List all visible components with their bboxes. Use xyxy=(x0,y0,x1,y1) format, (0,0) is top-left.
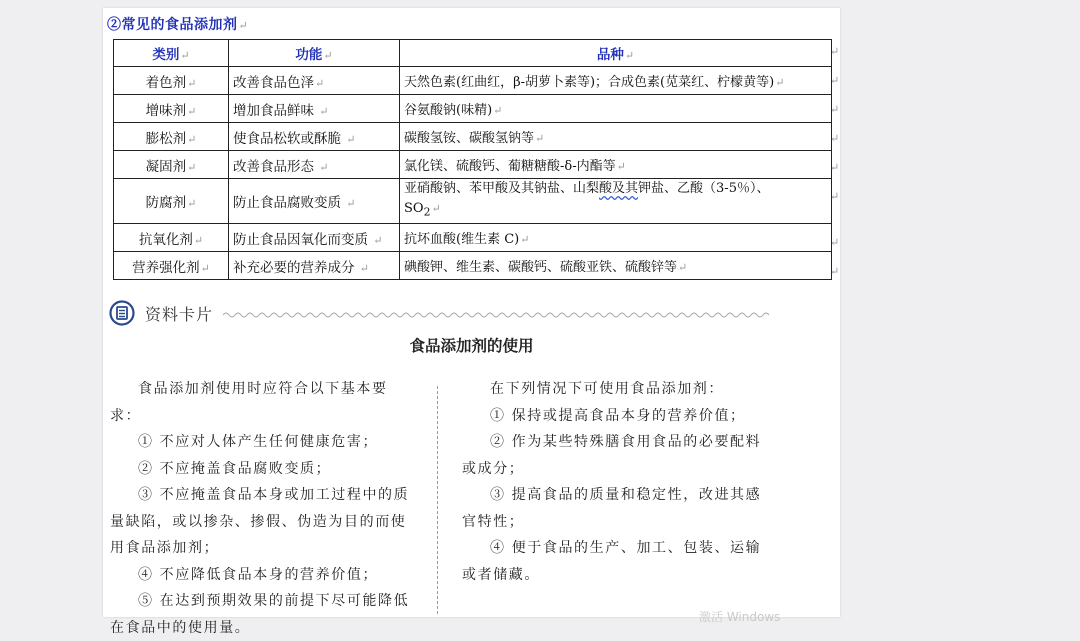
row-end-mark: ↵ xyxy=(830,45,840,58)
cell-category: 增味剂↵ xyxy=(114,95,229,123)
cell-varieties: 谷氨酸钠(味精)↵ xyxy=(400,95,832,123)
cell-category: 防腐剂↵ xyxy=(114,179,229,224)
row-end-mark: ↵ xyxy=(830,132,840,145)
header-function: 功能↵ xyxy=(229,40,400,67)
row-end-mark: ↵ xyxy=(830,161,840,174)
cell-varieties: 碳酸氢铵、碳酸氢钠等↵ xyxy=(400,123,832,151)
paragraph: ② 作为某些特殊膳食用食品的必要配料或成分； xyxy=(462,434,762,477)
row-end-mark: ↵ xyxy=(830,103,840,116)
cell-varieties: 氯化镁、硫酸钙、葡糖糖酸-δ-内酯等↵ xyxy=(400,151,832,179)
paragraph: ③ 提高食品的质量和稳定性，改进其感官特性； xyxy=(462,487,762,530)
table-row xyxy=(114,95,832,123)
cell-category: 凝固剂↵ xyxy=(114,151,229,179)
cell-function: 防止食品腐败变质 ↵ xyxy=(229,179,400,224)
cell-category: 抗氧化剂↵ xyxy=(114,224,229,252)
section-title: ②常见的食品添加剂↵ xyxy=(107,17,249,33)
cell-function: 防止食品因氧化而变质 ↵ xyxy=(229,224,400,252)
row-end-mark: ↵ xyxy=(830,74,840,87)
cell-category: 营养强化剂↵ xyxy=(114,252,229,280)
cell-function: 改善食品色泽↵ xyxy=(229,67,400,95)
notebook-icon xyxy=(109,300,135,326)
header-varieties: 品种↵ xyxy=(400,40,832,67)
row-end-mark: ↵ xyxy=(830,265,840,278)
table-row xyxy=(114,151,832,179)
column-divider xyxy=(437,386,438,614)
table-row xyxy=(114,67,832,95)
table-row xyxy=(114,252,832,280)
cell-varieties: 碘酸钾、维生素、碳酸钙、硫酸亚铁、硫酸锌等↵ xyxy=(400,252,832,280)
requirements-column xyxy=(110,376,416,641)
table-row xyxy=(114,123,832,151)
table-row xyxy=(114,224,832,252)
cell-function: 使食品松软或酥脆 ↵ xyxy=(229,123,400,151)
card-title: 食品添加剂的使用 xyxy=(409,337,534,355)
table-header-row xyxy=(114,40,832,67)
cell-function: 增加食品鲜味 ↵ xyxy=(229,95,400,123)
paragraph: 在下列情况下可使用食品添加剂： xyxy=(490,381,724,397)
activation-watermark: 激活 Windows xyxy=(699,610,781,624)
additives-table xyxy=(113,39,832,280)
document-page xyxy=(103,8,840,636)
row-end-mark: ↵ xyxy=(830,190,840,203)
table-row xyxy=(114,179,832,224)
paragraph: ④ 便于食品的生产、加工、包装、运输或者储藏。 xyxy=(462,540,762,583)
paragraph: ① 保持或提高食品本身的营养价值； xyxy=(490,407,746,424)
cell-varieties: 抗坏血酸(维生素 C)↵ xyxy=(400,224,832,252)
paragraph: ⑤ 在达到预期效果的前提下尽可能降低在食品中的使用量。 xyxy=(110,593,410,636)
paragraph: ① 不应对人体产生任何健康危害； xyxy=(138,434,379,450)
info-card-header xyxy=(109,300,769,328)
usage-cases-column xyxy=(462,376,766,588)
cell-category: 着色剂↵ xyxy=(114,67,229,95)
header-category: 类别↵ xyxy=(114,40,229,67)
paragraph: ② 不应掩盖食品腐败变质； xyxy=(138,460,332,477)
cell-varieties: 亚硝酸钠、苯甲酸及其钠盐、山梨酸及其钾盐、乙酸（3-5％）、 $SO_2↵$ xyxy=(400,179,832,224)
cell-varieties: 天然色素(红曲红，β-胡萝卜素等)；合成色素(苋菜红、柠檬黄等)↵ xyxy=(400,67,832,95)
wavy-divider xyxy=(223,310,773,320)
card-label: 资料卡片 xyxy=(145,305,214,324)
cell-function: 补充必要的营养成分 ↵ xyxy=(229,252,400,280)
paragraph: ④ 不应降低食品本身的营养价值； xyxy=(138,566,379,583)
cell-function: 改善食品形态 ↵ xyxy=(229,151,400,179)
row-end-mark: ↵ xyxy=(830,236,840,249)
paragraph: 食品添加剂使用时应符合以下基本要求： xyxy=(110,381,388,424)
cell-category: 膨松剂↵ xyxy=(114,123,229,151)
paragraph: ③ 不应掩盖食品本身或加工过程中的质量缺陷，或以掺杂、掺假、伪造为目的而使用食品添加剂； xyxy=(110,487,410,556)
